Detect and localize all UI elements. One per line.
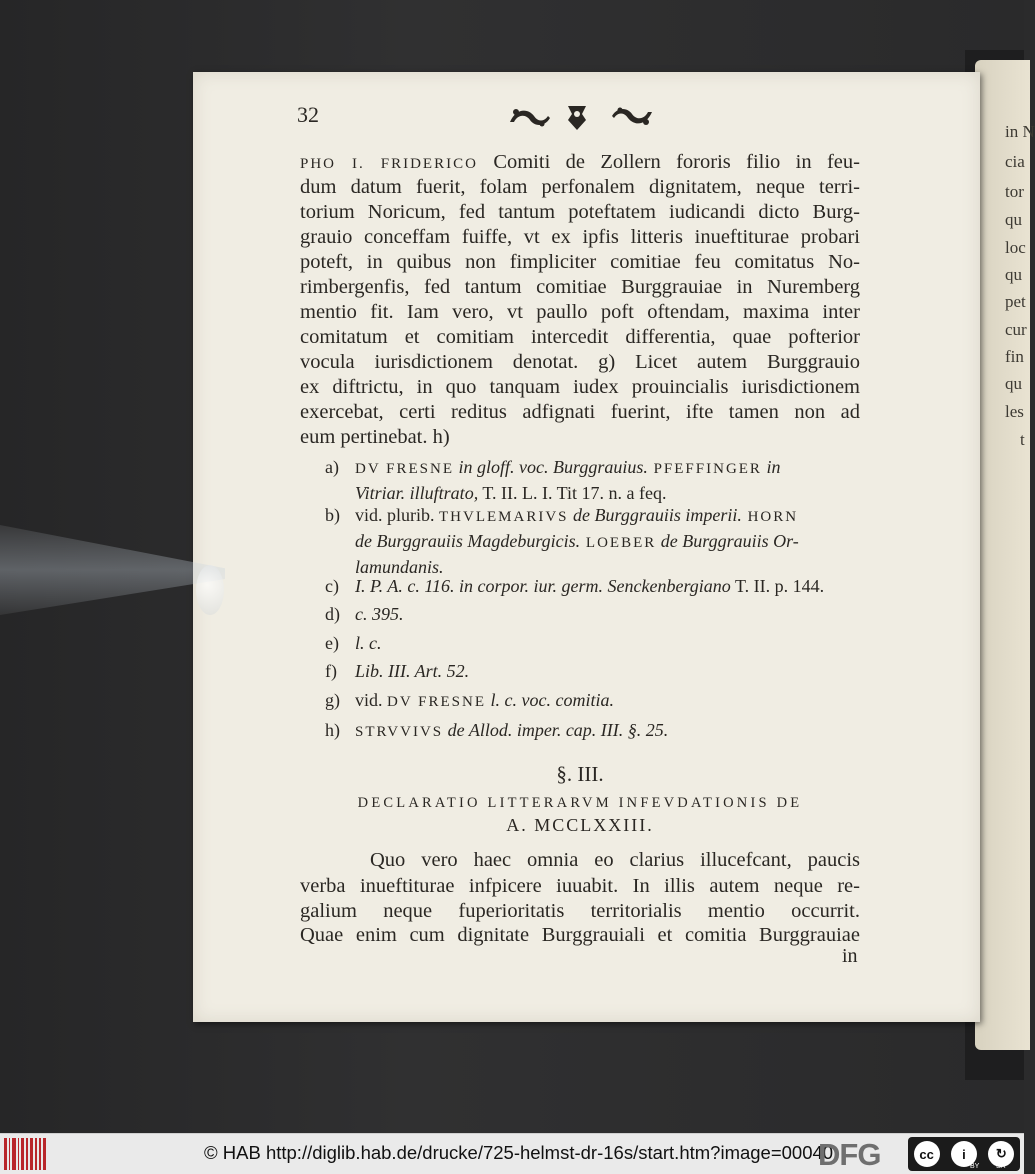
viewer-footer bbox=[0, 1133, 1024, 1174]
page-number: 32 bbox=[297, 102, 319, 127]
paragraph-2-line: galium neque fuperioritatis territorialis mentio occurrit. bbox=[300, 900, 860, 922]
paragraph-2-line: verba inueftiturae infpicere iuuabit. In illis autem neque re- bbox=[300, 875, 860, 897]
section-heading-line1: DECLARATIO LITTERARVM INFEVDATIONIS DE bbox=[357, 795, 803, 811]
cc-icon: cc bbox=[914, 1141, 940, 1167]
catchword: in bbox=[842, 945, 858, 967]
cc-license-badge[interactable] bbox=[908, 1137, 1020, 1171]
footnote-label: b) bbox=[325, 505, 340, 525]
paragraph-2-line: Quo vero haec omnia eo clarius illucefcant, paucis bbox=[370, 849, 860, 871]
facing-fragment: pet bbox=[1005, 292, 1026, 311]
copyright-link[interactable]: © HAB http://diglib.hab.de/drucke/725-helmst-dr-16s/start.htm?image=00040 bbox=[204, 1142, 834, 1163]
body-line: torium Noricum, fed tantum poteftatem iudicandi dicto Burg- bbox=[300, 201, 860, 223]
footnote-italic: Vitriar. illuftrato, bbox=[355, 483, 479, 503]
body-line-text: Comiti de Zollern fororis filio in feu- bbox=[477, 151, 860, 173]
facing-fragment: cia bbox=[1005, 152, 1025, 171]
body-line: rimbergenfis, fed tantum comitiae Burggrauiae in Nuremberg bbox=[300, 276, 860, 298]
footnote-label: d) bbox=[325, 604, 340, 624]
footnote-label: h) bbox=[325, 720, 340, 740]
footnote-italic: l. c. bbox=[355, 633, 382, 653]
footnote-label: g) bbox=[325, 690, 340, 710]
footnote-text: vid. plurib. bbox=[355, 505, 439, 525]
footnote-f bbox=[325, 659, 469, 683]
facing-fragment: qu bbox=[1005, 210, 1022, 229]
footnote-text: T. II. p. 144. bbox=[730, 576, 825, 596]
footnote-italic: de Burggrauiis Or- bbox=[656, 531, 799, 551]
footnote-italic: in bbox=[761, 457, 781, 477]
footnote-italic: de Burggrauiis Magdeburgicis. bbox=[355, 531, 581, 551]
footnote-italic: c. 395. bbox=[355, 604, 404, 624]
body-line: eum pertinebat. h) bbox=[300, 426, 450, 448]
facing-page-edge bbox=[975, 60, 1035, 1050]
author-name: STRVVIVS bbox=[355, 724, 444, 740]
footnote-a bbox=[325, 455, 780, 505]
body-line: poteft, in quibus non fimpliciter comitiae feu comitatus No- bbox=[300, 251, 860, 273]
footnote-d bbox=[325, 602, 404, 626]
hab-logo-icon[interactable] bbox=[4, 1138, 46, 1170]
author-name: PFEFFINGER bbox=[647, 461, 762, 477]
facing-fragment: cur bbox=[1005, 320, 1027, 339]
facing-fragment: t bbox=[1020, 430, 1025, 449]
facing-fragment: in N bbox=[1005, 122, 1035, 141]
footnote-italic: l. c. voc. comitia. bbox=[486, 690, 614, 710]
footnote-label: a) bbox=[325, 457, 339, 477]
section-heading-line2: A. MCCLXXIII. bbox=[506, 815, 654, 835]
body-line: ex diftrictu, in quo tanquam iudex prouincialis iurisdictionem bbox=[300, 376, 860, 398]
footnote-g bbox=[325, 688, 614, 714]
footnote-c bbox=[325, 574, 824, 598]
footnote-italic: de Burggrauiis imperii. bbox=[568, 505, 742, 525]
by-attribution-icon: i bbox=[951, 1141, 977, 1167]
glass-weight-tip bbox=[196, 565, 224, 615]
author-name: LOEBER bbox=[580, 535, 657, 551]
facing-fragment: tor bbox=[1005, 182, 1024, 201]
body-line: dum datum fuerit, folam perfonalem dignitatem, neque terri- bbox=[300, 176, 860, 198]
paragraph-2-line: Quae enim cum dignitate Burggrauiali et comitia Burggrauiae bbox=[300, 924, 860, 946]
footnote-label: c) bbox=[325, 576, 339, 596]
author-name: DV FRESNE bbox=[387, 694, 487, 710]
facing-fragment: loc bbox=[1005, 238, 1026, 257]
footnote-italic: lamundanis. bbox=[355, 557, 444, 577]
author-name: DV FRESNE bbox=[355, 461, 454, 477]
body-line: comitatum et comitiam intercedit differentia, quae pofterior bbox=[300, 326, 860, 348]
section-number: §. III. bbox=[556, 762, 604, 786]
facing-fragment: les bbox=[1005, 402, 1024, 421]
share-alike-icon: ↻ bbox=[988, 1141, 1014, 1167]
body-line: vocula iurisdictionem denotat. g) Licet autem Burggrauio bbox=[300, 351, 860, 373]
author-name: THVLEMARIVS bbox=[439, 509, 569, 525]
footnote-e bbox=[325, 631, 382, 655]
facing-fragment: fin bbox=[1005, 347, 1024, 366]
footnote-label: f) bbox=[325, 661, 337, 681]
footnote-italic: Lib. III. Art. 52. bbox=[355, 661, 470, 681]
facing-fragment: qu bbox=[1005, 265, 1022, 284]
footnote-text: vid. bbox=[355, 690, 388, 710]
author-name: HORN bbox=[741, 509, 799, 525]
footnote-text: T. II. L. I. Tit 17. n. a feq. bbox=[478, 483, 667, 503]
body-line: exercebat, certi reditus adfignati fuerint, ifte tamen non ad bbox=[300, 401, 860, 423]
footnote-italic: de Allod. imper. cap. III. §. 25. bbox=[443, 720, 669, 740]
facing-fragment: qu bbox=[1005, 374, 1022, 393]
small-caps-name: PHO I. FRIDERICO bbox=[300, 156, 478, 172]
footnote-b bbox=[325, 503, 799, 579]
footnote-label: e) bbox=[325, 633, 339, 653]
printers-ornament-icon bbox=[506, 100, 656, 134]
footnote-h bbox=[325, 718, 668, 744]
license-sa-label: SA bbox=[996, 1163, 1006, 1170]
body-line: mentio fit. Iam vero, vt paullo poft oftendam, maxima inter bbox=[300, 301, 860, 323]
body-line: grauio conceffam fuiffe, vt ex ipfis litteris inueftiturae probari bbox=[300, 226, 860, 248]
license-by-label: BY bbox=[970, 1163, 980, 1170]
footnote-italic: I. P. A. c. 116. in corpor. iur. germ. Senckenbergiano bbox=[355, 576, 731, 596]
dfg-logo[interactable]: DFG bbox=[818, 1137, 881, 1172]
footnote-italic: in gloff. voc. Burggrauius. bbox=[454, 457, 648, 477]
